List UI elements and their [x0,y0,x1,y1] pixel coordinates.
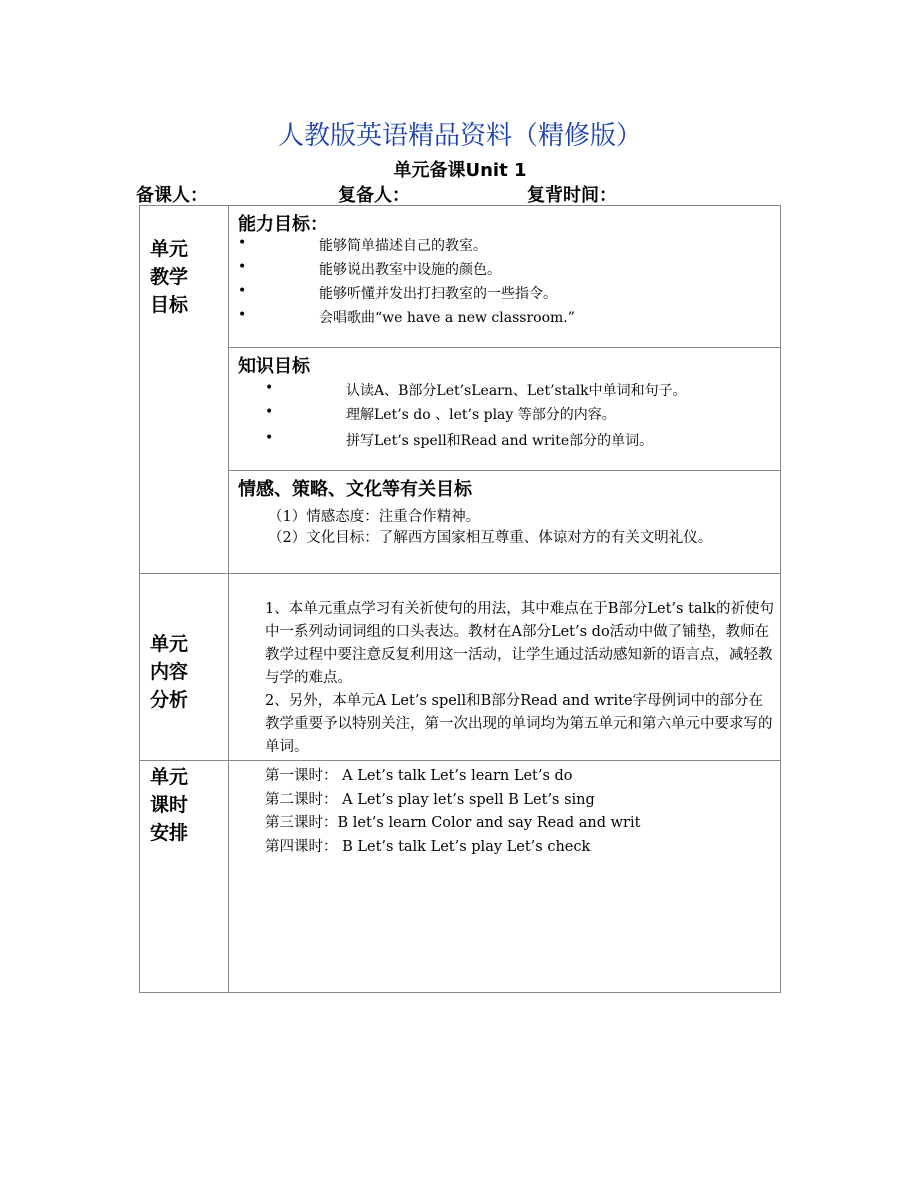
lesson-line: 第三课时：B let’s learn Color and say Read and writ [265,815,641,831]
lesson-line: 第四课时： B Let’s talk Let’s play Let’s check [265,839,591,855]
preparer-label: 备课人： [136,185,208,206]
row-divider [228,347,781,348]
analysis-paragraph [265,690,775,759]
ability-item: 会唱歌曲“we have a new classroom.” [319,310,575,326]
bullet-icon: • [238,259,247,275]
page-title: 单元备课Unit 1 [393,160,527,181]
ability-item: 能够说出教室中设施的颜色。 [319,262,501,278]
culture-line: （2）文化目标：了解西方国家相互尊重、体谅对方的有关文明礼仪。 [268,530,713,546]
knowledge-item: 认读A、B部分Let’sLearn、Let’stalk中单词和句子。 [346,383,687,399]
row-divider [228,470,781,471]
knowledge-goals-title: 知识目标 [238,356,310,377]
row-divider [139,760,781,761]
analysis-text-1: 1、本单元重点学习有关祈使句的用法，其中难点在于B部分Let’s talk的祈使句中一系列动词词组的口头表达。教材在A部分Let’s do活动中做了铺垫，教师在教学过程中要注意反复利用这一活动，让学生通过活动感知新的语言点，减轻教与学的难点。 [265,601,774,686]
row-divider [139,573,781,574]
co-preparer-label: 复备人： [338,185,410,206]
bullet-icon: • [265,430,274,446]
watermark-banner: 人教版英语精品资料（精修版） [277,121,642,151]
lesson-line: 第二课时： A Let’s play let’s spell B Let’s sing [265,792,595,808]
bullet-icon: • [238,235,247,251]
analysis-paragraph [265,598,775,690]
analysis-row-label: 单元 内容 分析 [150,633,189,711]
knowledge-item: 理解Let’s do 、let’s play 等部分的内容。 [346,407,616,423]
review-time-label: 复背时间： [527,185,617,206]
affective-goals-title: 情感、策略、文化等有关目标 [238,479,472,500]
knowledge-item: 拼写Let’s spell和Read and write部分的单词。 [346,433,654,449]
column-divider [228,205,229,993]
ability-goals-title: 能力目标： [238,214,328,235]
affective-line: （1）情感态度：注重合作精神。 [268,509,481,525]
bullet-icon: • [238,283,247,299]
bullet-icon: • [238,307,247,323]
bullet-icon: • [265,380,274,396]
ability-item: 能够简单描述自己的教室。 [319,238,487,254]
goals-row-label: 单元 教学 目标 [150,238,189,316]
ability-item: 能够听懂并发出打扫教室的一些指令。 [319,286,557,302]
schedule-row-label: 单元 课时 安排 [150,766,189,844]
bullet-icon: • [265,404,274,420]
lesson-line: 第一课时： A Let’s talk Let’s learn Let’s do [265,768,573,784]
analysis-text-2: 2、另外，本单元A Let’s spell和B部分Read and write字母例词中的部分在教学重要予以特别关注，第一次出现的单词均为第五单元和第六单元中要求写的单词。 [265,693,773,755]
